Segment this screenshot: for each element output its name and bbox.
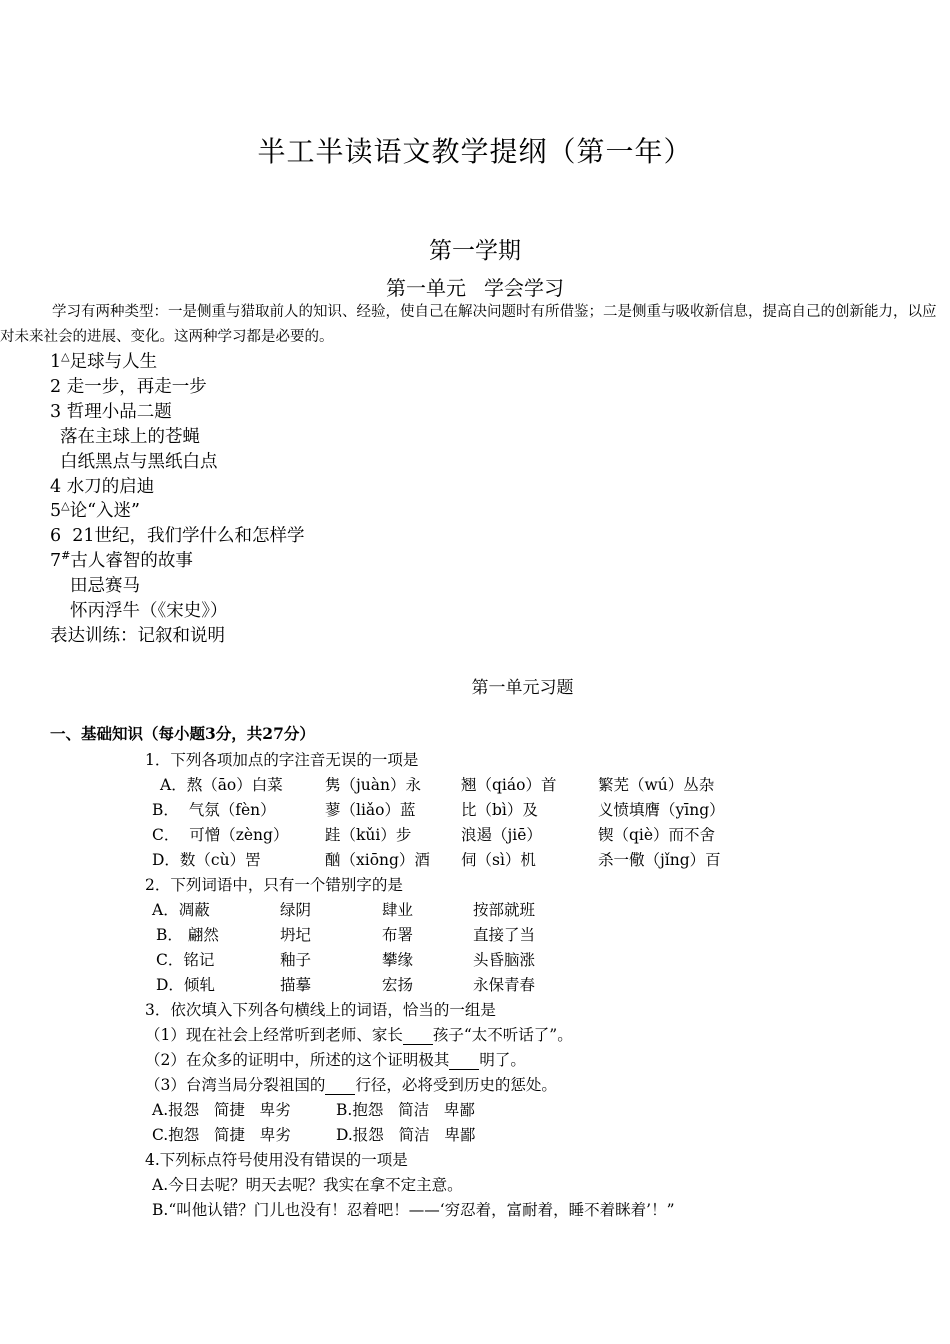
blank-line [403,1026,433,1045]
q3-sentence-3: （3）台湾当局分裂祖国的 行径，必将受到历史的惩处。 [145,1076,557,1094]
q2-option-a-4: 按部就班 [473,901,536,919]
section-score: （每小题3分，共27分） [143,724,315,743]
unit-theme: 学会学习 [484,276,564,300]
lesson-subitem: 白纸黑点与黑纸白点 [60,452,218,472]
lesson-number: 2 [50,377,62,397]
q2-option-c-3: 攀缘 [382,951,414,969]
q4-option-b: B.“叫他认错？门儿也没有！忍着吧！——‘穷忍着，富耐着，睡不着眯着’！” [152,1201,675,1219]
q2-option-a-3: 肆业 [382,901,414,919]
q3-sentence-1: （1）现在社会上经常听到老师、家长 孩子“太不听话了”。 [145,1026,573,1044]
lesson-number: 1 [50,352,62,372]
exercise-title: 第一单元习题 [471,678,574,698]
unit-intro: 学习有两种类型：一是侧重与猎取前人的知识、经验，使自己在解决问题时有所借鉴；二是侧重与吸收新信息，提高自己的创新能力，以应对未来社会的进展、变化。这两种学习都是必要的。 [0,304,937,345]
expression-training: 表达训练：记叙和说明 [50,626,225,646]
q1-option-a-4: 繁芜（wú）丛杂 [598,776,715,794]
lesson-number: 6 [50,526,62,546]
q1-option-a-1: A．熬（āo）白菜 [160,776,283,794]
lesson-item [50,398,172,423]
q2-option-d-4: 永保青春 [473,976,536,994]
q1-option-d-2: 酗（xiōng）酒 [325,851,430,869]
question-1-stem: 1．下列各项加点的字注音无误的一项是 [145,751,419,769]
lesson-number: 4 [50,477,62,497]
lesson-title: 21世纪，我们学什么和怎样学 [61,526,305,546]
q1-option-b-4: 义愤填膺（yīng） [598,801,725,819]
q1-option-d-3: 伺（sì）机 [461,851,536,869]
q1-option-b-1: B． 气氛（fèn） [152,801,276,819]
lesson-item [50,348,157,373]
q4-option-a: A.今日去呢？明天去呢？我实在拿不定主意。 [152,1176,463,1194]
lesson-number: 3 [50,402,62,422]
lesson-item [50,473,154,498]
q3-sentence-2: （2）在众多的证明中，所述的这个证明极其 明了。 [145,1051,526,1069]
q1-option-a-3: 翘（qiáo）首 [461,776,557,794]
lesson-subitem: 落在主球上的苍蝇 [60,427,200,447]
lesson-number: 5 [50,501,62,521]
lesson-item [50,497,140,522]
q2-option-a-1: A．凋蔽 [152,901,210,919]
lesson-mark: △ [61,350,70,364]
lesson-number: 7 [50,551,62,571]
q1-option-d-4: 杀一儆（jǐng）百 [598,851,721,869]
q2-option-b-1: B． 翩然 [156,926,219,944]
lesson-title: 水刀的启迪 [61,477,155,497]
lesson-item [50,522,305,547]
q1-option-c-1: C． 可憎（zèng） [152,826,289,844]
q1-option-b-2: 蓼（liǎo）蓝 [325,801,416,819]
q2-option-c-4: 头昏脑涨 [473,951,536,969]
q3-option-c: C.抱怨 简捷 卑劣 [152,1126,291,1144]
q1-option-c-4: 锲（qiè）而不舍 [598,826,716,844]
q2-option-b-3: 布署 [382,926,414,944]
lesson-title: 走一步，再走一步 [61,377,207,397]
lesson-mark: # [61,549,71,563]
question-3-stem: 3．依次填入下列各句横线上的词语，恰当的一组是 [145,1001,496,1019]
q1-option-a-2: 隽（juàn）永 [325,776,422,794]
q1-option-b-3: 比（bì）及 [461,801,538,819]
lesson-item [50,547,193,572]
q3-option-d: D.报怨 简洁 卑鄙 [336,1126,476,1144]
lesson-title: 哲理小品二题 [61,402,172,422]
section-heading [50,722,315,744]
q3-option-b: B.抱怨 简洁 卑鄙 [336,1101,475,1119]
question-4-stem: 4.下列标点符号使用没有错误的一项是 [145,1151,408,1169]
q2-option-b-4: 直接了当 [473,926,536,944]
q1-option-c-2: 跬（kǔi）步 [325,826,412,844]
section-name: 一、基础知识 [50,724,144,743]
lesson-subitem: 怀丙浮牛（《宋史》） [70,601,228,621]
q2-option-b-2: 坍圮 [280,926,312,944]
unit-heading [0,272,950,301]
q2-option-c-2: 釉子 [280,951,312,969]
q2-option-d-1: D．倾轧 [156,976,215,994]
lesson-subitem: 田忌赛马 [70,576,140,596]
q2-option-c-1: C．铭记 [156,951,215,969]
question-2-stem: 2．下列词语中，只有一个错别字的是 [145,876,403,894]
q3-option-a: A.报怨 简捷 卑劣 [152,1101,291,1119]
q1-option-c-3: 浪遏（jiē） [461,826,542,844]
blank-line [449,1051,479,1070]
lesson-mark: △ [61,499,70,513]
q2-option-a-2: 绿阴 [280,901,312,919]
q2-option-d-3: 宏扬 [382,976,414,994]
unit-name: 第一单元 [386,276,466,300]
lesson-title: 古人睿智的故事 [70,551,193,571]
q2-option-d-2: 描摹 [280,976,312,994]
page-title: 半工半读语文教学提纲（第一年） [257,135,693,168]
lesson-item [50,373,207,398]
semester-heading: 第一学期 [429,238,521,264]
lesson-title: 足球与人生 [69,352,158,372]
q1-option-d-1: D．数（cù）罟 [152,851,261,869]
blank-line [325,1076,355,1095]
lesson-title: 论“入迷” [69,501,141,521]
